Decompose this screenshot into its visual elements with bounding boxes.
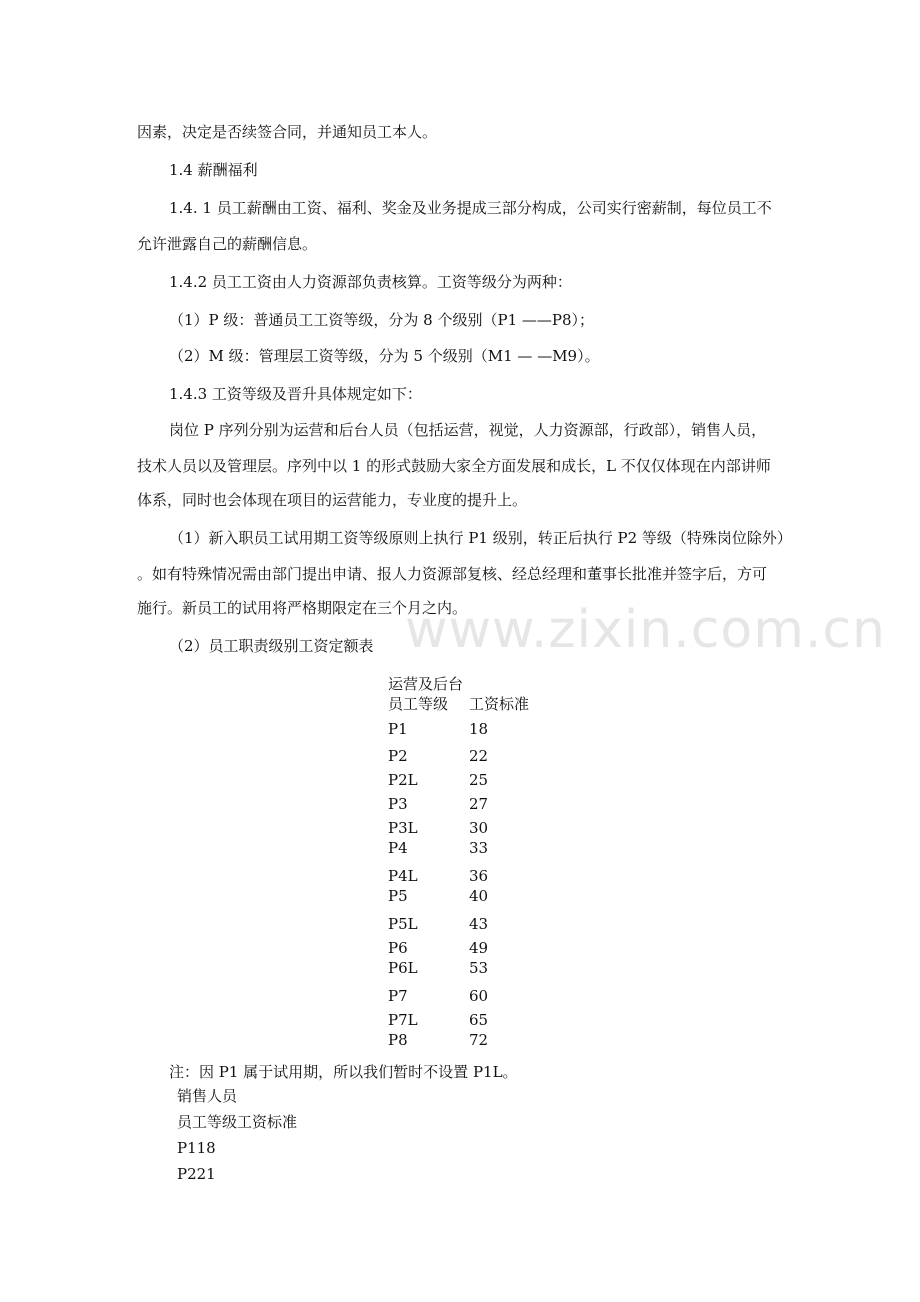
table-cell-grade: P3L xyxy=(388,819,418,837)
paragraph-text: （2）员工职责级别工资定额表 xyxy=(169,637,374,655)
table-cell-grade: P2 xyxy=(388,747,408,765)
paragraph-text: 。如有特殊情况需由部门提出申请、报人力资源部复核、经总经理和董事长批准并签字后，方可 xyxy=(137,565,768,583)
table-cell-grade: P3 xyxy=(388,795,408,813)
table-cell-grade: P6 xyxy=(388,939,408,957)
table-cell-grade: P5 xyxy=(388,887,408,905)
sales-title: 销售人员 xyxy=(177,1087,238,1105)
paragraph-text: 1.4.3 工资等级及晋升具体规定如下： xyxy=(169,385,422,403)
sales-header: 员工等级工资标准 xyxy=(177,1113,298,1131)
table-cell-salary: 22 xyxy=(469,747,489,765)
table-cell-salary: 27 xyxy=(469,795,489,813)
table-caption: 运营及后台 xyxy=(388,675,464,693)
table-cell-salary: 36 xyxy=(469,867,489,885)
table-cell-grade: P5L xyxy=(388,915,418,933)
paragraph-text: （1）新入职员工试用期工资等级原则上执行 P1 级别，转正后执行 P2 等级（特殊岗位除外） xyxy=(169,529,792,547)
paragraph-text: 施行。新员工的试用将严格期限定在三个月之内。 xyxy=(137,599,468,617)
paragraph-text: 因素，决定是否续签合同，并通知员工本人。 xyxy=(137,123,438,141)
table-cell-grade: P4 xyxy=(388,839,408,857)
paragraph-text: （1）P 级：普通员工工资等级，分为 8 个级别（P1 ——P8）； xyxy=(169,311,595,329)
table-cell-grade: P4L xyxy=(388,867,418,885)
table-cell-salary: 40 xyxy=(469,887,489,905)
table-cell-grade: P1 xyxy=(388,720,408,738)
paragraph-text: 体系，同时也会体现在项目的运营能力，专业度的提升上。 xyxy=(137,491,528,509)
table-note: 注：因 P1 属于试用期，所以我们暂时不设置 P1L。 xyxy=(169,1063,518,1081)
list-item: P221 xyxy=(177,1165,216,1183)
table-cell-salary: 60 xyxy=(469,987,489,1005)
watermark: www.zixin.com.cn xyxy=(405,600,886,660)
paragraph-text: 岗位 P 序列分别为运营和后台人员（包括运营，视觉，人力资源部，行政部），销售人员， xyxy=(169,421,767,439)
table-cell-salary: 65 xyxy=(469,1011,489,1029)
table-cell-salary: 43 xyxy=(469,915,489,933)
list-item: P118 xyxy=(177,1139,216,1157)
table-cell-salary: 18 xyxy=(469,720,489,738)
paragraph-text: 1.4. 1 员工薪酬由工资、福利、奖金及业务提成三部分构成，公司实行密薪制，每位员工不 xyxy=(169,199,772,217)
table-cell-salary: 25 xyxy=(469,771,489,789)
table-cell-salary: 30 xyxy=(469,819,489,837)
section-heading: 1.4 薪酬福利 xyxy=(169,161,258,179)
paragraph-text: 允许泄露自己的薪酬信息。 xyxy=(137,235,318,253)
paragraph-text: 技术人员以及管理层。序列中以 1 的形式鼓励大家全方面发展和成长，L 不仅仅体现在内部讲师 xyxy=(137,457,771,475)
table-cell-grade: P6L xyxy=(388,959,418,977)
table-cell-salary: 53 xyxy=(469,959,489,977)
table-cell-grade: P7L xyxy=(388,1011,418,1029)
table-cell-salary: 49 xyxy=(469,939,489,957)
table-cell-grade: P7 xyxy=(388,987,408,1005)
table-header-salary: 工资标准 xyxy=(469,695,530,713)
paragraph-text: （2）M 级：管理层工资等级，分为 5 个级别（M1 — —M9）。 xyxy=(169,347,600,365)
table-cell-salary: 72 xyxy=(469,1031,489,1049)
table-cell-grade: P8 xyxy=(388,1031,408,1049)
table-cell-salary: 33 xyxy=(469,839,489,857)
table-cell-grade: P2L xyxy=(388,771,418,789)
table-header-grade: 员工等级 xyxy=(388,695,449,713)
paragraph-text: 1.4.2 员工工资由人力资源部负责核算。工资等级分为两种： xyxy=(169,273,572,291)
